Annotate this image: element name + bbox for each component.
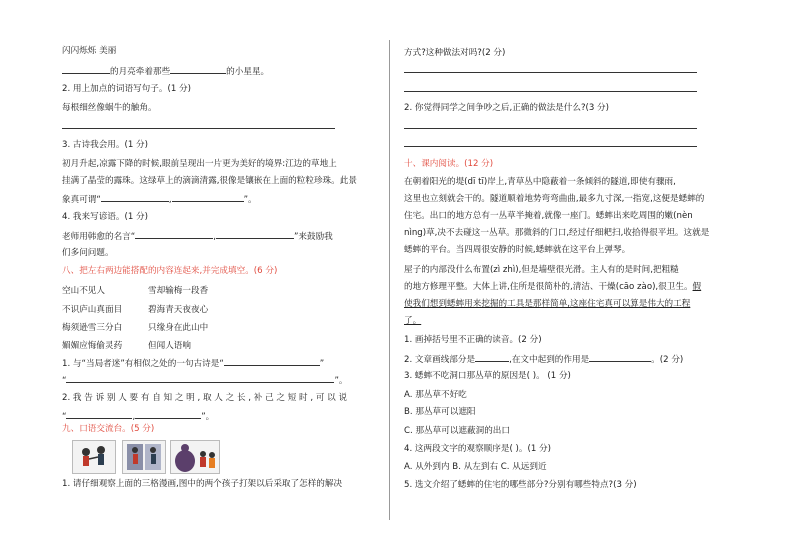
- pair-left-item[interactable]: 空山不见人: [62, 286, 105, 296]
- passage-line: 蟋蟀的平台。当四周很安静的时候,蟋蟀就在这平台上弹琴。: [404, 245, 631, 255]
- r-question-5: 5. 选文介绍了蟋蟀的住宅的哪些部分?分别有哪些特点?(3 分): [404, 480, 637, 490]
- r-question-2: 2. 文章画线部分是 ,在文中起到的作用是 。(2 分): [404, 352, 683, 366]
- comic-illustration-1: [73, 441, 115, 473]
- pair-right-item[interactable]: 碧海青天夜夜心: [148, 305, 209, 315]
- continued-question: 方式?这种做法对吗?(2 分): [404, 48, 506, 58]
- answer-line[interactable]: [404, 128, 697, 129]
- comic-illustration-2: [123, 441, 165, 473]
- blank[interactable]: [135, 409, 201, 419]
- section-10-title: 十、课内阅读。(12 分): [404, 159, 494, 169]
- pair-right-item[interactable]: 但闻人语响: [148, 341, 191, 351]
- blank[interactable]: [475, 352, 509, 362]
- passage-line: nìng)草,决不去碰这一丛草。那微斜的门口,经过仔细耙扫,收拾得很平坦。这就是: [404, 228, 710, 238]
- question-4-title: 4. 我来写谚语。(1 分): [62, 212, 148, 222]
- r-question-3: 3. 蟋蟀不吃洞口那丛草的原因是( )。 (1 分): [404, 371, 571, 381]
- q3-paragraph-line: 初月升起,凉露下降的时候,眼前呈现出一片更为美好的境界:江边的草地上: [62, 159, 337, 169]
- q4-line-2: 们多问问题。: [62, 248, 114, 258]
- blank[interactable]: [170, 64, 226, 74]
- question-2-title: 2. 用上加点的词语写句子。(1 分): [62, 84, 191, 94]
- passage-line: 这里也立刻就会干的。隧道顺着地势弯弯曲曲,最多九寸深,一指宽,这便是蟋蟀的: [404, 194, 705, 204]
- comic-panel-3: [170, 440, 220, 474]
- r-question-4-options[interactable]: A. 从外到内 B. 从左到右 C. 从远到近: [404, 462, 547, 472]
- comic-panel-2: [122, 440, 166, 474]
- blank[interactable]: [62, 64, 110, 74]
- section-8-title: 八、把左右两边能搭配的内容连起来,并完成填空。(6 分): [62, 266, 278, 276]
- passage-line: 住宅。出口的地方总有一丛草半掩着,就像一座门。蟋蟀出来吃周围的嫩(nèn: [404, 211, 693, 221]
- underlined-passage-line: 了。: [404, 316, 422, 326]
- fill-sentence-1: 的月亮牵着那些 的小星星。: [62, 64, 269, 78]
- q3-fill-line: 象真可谓“ , ”。: [62, 192, 257, 206]
- pair-right-item[interactable]: 只缘身在此山中: [148, 323, 209, 333]
- r-question-1: 1. 画掉括号里不正确的读音。(2 分): [404, 335, 542, 345]
- column-divider: [389, 40, 390, 520]
- question-3-title: 3. 古诗我会用。(1 分): [62, 140, 148, 150]
- pair-right-item[interactable]: 雪却输梅一段香: [148, 286, 209, 296]
- blank[interactable]: [589, 352, 651, 362]
- blank[interactable]: [101, 192, 169, 202]
- s8-question-2: 2. 我 告 诉 别 人 要 有 自 知 之 明 , 取 人 之 长 , 补 己 之 短 时 , 可 以 说: [62, 393, 348, 403]
- question-2-sentence: 每根细丝像蜗牛的触角。: [62, 103, 157, 113]
- question-2: 2. 你觉得同学之间争吵之后,正确的做法是什么?(3 分): [404, 103, 610, 113]
- r-question-4: 4. 这两段文字的观察顺序是( )。(1 分): [404, 444, 551, 454]
- passage-line: 在朝着阳光的堤(dī tī)岸上,青草丛中隐蔽着一条倾斜的隧道,即使有骤雨,: [404, 177, 676, 187]
- answer-line[interactable]: [404, 72, 697, 73]
- option-a[interactable]: A. 那丛草不好吃: [404, 390, 467, 400]
- blank[interactable]: [224, 356, 320, 366]
- answer-line[interactable]: [404, 146, 697, 147]
- blank[interactable]: [66, 373, 334, 383]
- passage-line: 的地方修理平整。大体上讲,住所是很简朴的,清洁、干燥(cāo zào),很卫生。假: [404, 282, 702, 292]
- s8-question-2-line-2: “ , ”。: [62, 409, 214, 423]
- option-b[interactable]: B. 那丛草可以遮阳: [404, 407, 476, 417]
- s8-question-1-line-2: “ ”。: [62, 373, 348, 387]
- top-words: 闪闪烁烁 美丽: [62, 46, 117, 56]
- blank[interactable]: [135, 229, 213, 239]
- comic-illustration-3: [171, 441, 219, 473]
- option-c[interactable]: C. 那丛草可以遮蔽洞的出口: [404, 426, 510, 436]
- pair-left-item[interactable]: 梅须逊雪三分白: [62, 323, 123, 333]
- answer-line[interactable]: [404, 91, 697, 92]
- blank[interactable]: [172, 192, 244, 202]
- underlined-passage-line: 使我们想到蟋蟀用来挖掘的工具是那样简单,这座住宅真可以算是伟大的工程: [404, 299, 691, 309]
- q4-fill-line: 老师用韩愈的名言“ , ”来鼓励我: [62, 229, 333, 243]
- s8-question-1: 1. 与“当局者迷”有相似之处的一句古诗是“ ”: [62, 356, 324, 370]
- q3-paragraph-line: 挂满了晶莹的露珠。这绿草上的滴滴清露,很像是镶嵌在上面的粒粒珍珠。此景: [62, 176, 357, 186]
- blank[interactable]: [216, 229, 294, 239]
- pair-left-item[interactable]: 媚媚应悔偷灵药: [62, 341, 123, 351]
- section-9-title: 九、口语交流台。(5 分): [62, 424, 155, 434]
- s9-question-1: 1. 请仔细观察上面的三格漫画,图中的两个孩子打架以后采取了怎样的解决: [62, 479, 343, 489]
- pair-left-item[interactable]: 不识庐山真面目: [62, 305, 123, 315]
- passage-line: 屋子的内部没什么布置(zì zhì),但是墙壁很光滑。主人有的是时间,把粗糙: [404, 265, 679, 275]
- comic-panel-1: [72, 440, 116, 474]
- answer-line[interactable]: [62, 128, 335, 129]
- blank[interactable]: [66, 409, 132, 419]
